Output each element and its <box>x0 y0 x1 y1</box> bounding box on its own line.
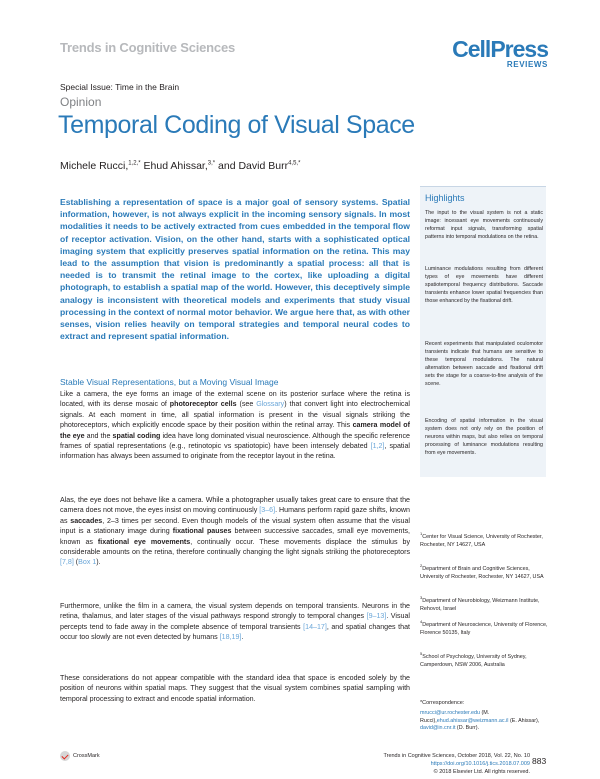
affiliation-number: 2 <box>420 563 423 568</box>
citation-link[interactable]: [9–13] <box>366 612 387 621</box>
body-text-run: idea have long dominated visual neuroscience. Although the specific reference frames of spatial representations (e.g., retinotopic vs spatiotopic) have been intensely debated <box>60 431 410 451</box>
glossary-term: fixational eye movements <box>97 537 191 546</box>
highlight-item: Encoding of spatial information in the visual system does not only rely on the position of neurons within maps, but also relies on temporal processing of luminance modulations resulting from eye movements. <box>425 418 543 456</box>
email-link[interactable]: ehud.ahissar@weizmann.ac.il <box>436 717 509 724</box>
body-text-run: (see <box>236 400 257 409</box>
author-affiliation-sup: 4,5,* <box>288 160 301 167</box>
affiliation-text: School of Psychology, University of Sydney, Camperdown, NSW 2006, Australia <box>420 653 527 668</box>
email-link[interactable]: david@in.cnr.it <box>420 725 456 732</box>
body-paragraph <box>60 389 410 462</box>
citation-link[interactable]: Glossary <box>256 400 285 409</box>
body-text-run: Alas, the eye does not behave like a camera. While a photographer usually takes great care to ensure that the camera does not move, the eyes insist on moving continuously <box>60 496 410 515</box>
affiliation-number: 1 <box>420 531 423 536</box>
citation-link[interactable]: [1,2] <box>370 442 385 451</box>
body-text-run: . <box>241 633 244 642</box>
body-paragraph <box>60 495 410 568</box>
citation-link[interactable]: [3–6] <box>259 506 276 515</box>
affiliation-text: Department of Brain and Cognitive Sciences, University of Rochester, Rochester, NY 14627, USA <box>420 565 544 580</box>
affiliation-text: Department of Neuroscience, University of Florence, Florence 50135, Italy <box>420 621 548 636</box>
glossary-term: spatial coding <box>112 431 161 440</box>
body-text-run: and the <box>84 431 113 440</box>
body-text-run: , spatial information has always been assumed to originate from the receptor layout in the retina. <box>60 442 410 461</box>
body-text-run: . Humans perform rapid gaze shifts, known as <box>60 506 410 525</box>
citation-link[interactable]: Box 1 <box>78 558 97 567</box>
author-affiliation-sup: 3,* <box>207 160 216 167</box>
glossary-term: fixational pauses <box>172 527 232 536</box>
body-text-run: ) that convert light into electrochemical signals. At each moment in time, all spatial information is present in the visual signals striking the photoreceptors, which explicitly encode space by their position within the retinal array. This <box>60 400 410 430</box>
footer-copyright: © 2018 Elsevier Ltd. All rights reserved. <box>433 769 530 775</box>
affiliation-number: 4 <box>420 619 423 624</box>
correspondence-emails <box>420 710 550 733</box>
crossmark-badge[interactable] <box>60 751 100 761</box>
doi-link[interactable]: https://doi.org/10.1016/j.tics.2018.07.009 <box>430 761 530 767</box>
body-paragraph <box>60 601 410 643</box>
body-paragraph <box>60 673 410 704</box>
highlight-item: Recent experiments that manipulated oculomotor transients indicate that humans are sensitive to these temporal modulations. The natural alternation between saccade and fixational drift sets the stage for a coarse-to-fine analysis of the scene. <box>425 341 543 387</box>
highlights-title: Highlights <box>425 193 465 203</box>
correspondence-text: (D. Burr). <box>455 725 480 732</box>
affiliation-number: 3 <box>420 595 423 600</box>
author-name: Michele Rucci, <box>60 160 129 172</box>
cellpress-logo <box>448 36 548 69</box>
email-link[interactable]: mrucci@ur.rochester.edu <box>420 710 481 716</box>
article-title: Temporal Coding of Visual Space <box>58 111 415 139</box>
highlight-item: Luminance modulations resulting from different types of eye movements have different spatiotemporal frequency distributions. Saccade transients enhance lower spatial frequencies than those enhanced by the fixational drift. <box>425 266 543 304</box>
logo-reviews-text: REVIEWS <box>506 60 548 69</box>
page-number: 883 <box>532 756 547 766</box>
body-text-run: between successive saccades, small eye movements, known as <box>60 527 410 546</box>
glossary-term: photoreceptor cells <box>169 400 237 409</box>
correspondence-text: (E. Ahissar), <box>508 717 540 724</box>
body-text-run: , and spatial changes that occur too slowly are not even detected by humans <box>60 622 410 642</box>
affiliation <box>420 594 550 613</box>
body-text-run: ). <box>96 558 101 567</box>
author-name: and David Burr <box>218 160 289 172</box>
article-type: Opinion <box>60 95 102 109</box>
affiliation <box>420 530 550 549</box>
footer-doi[interactable] <box>230 761 530 767</box>
crossmark-icon <box>60 751 70 761</box>
citation-link[interactable]: [18,19] <box>219 633 242 642</box>
journal-name: Trends in Cognitive Sciences <box>60 40 236 55</box>
correspondence-title: *Correspondence: <box>420 700 465 706</box>
author-name: Ehud Ahissar, <box>143 160 208 172</box>
affiliation-text: Department of Neurobiology, Weizmann Institute, Rehovot, Israel <box>420 597 540 612</box>
logo-cellpress-text: CellPress <box>452 36 548 62</box>
author-affiliation-sup: 1,2,* <box>128 160 141 167</box>
correspondence-text: (M. Rucci), <box>420 710 490 724</box>
abstract: Establishing a representation of space is a major goal of sensory systems. Spatial information, however, is not always explicit in the incoming sensory signals. In most modalities it needs to be actively extracted from cues embedded in the temporal flow of receptor activation. Vision, on the other hand, starts with a sophisticated optical imaging system that explicitly preserves spatial information on the retina. This may lead to the assumption that vision is predominantly a spatial process: all that is needed is to transmit the retinal image to the cortex, like uploading a digital photograph, to establish a spatial map of the world. However, this deceptively simple analogy is inconsistent with theoretical models and experiments that study visual processing in the context of normal motor behavior. We argue here that, as with other senses, vision relies heavily on temporal strategies and temporal neural codes to extract and represent spatial information. <box>60 197 410 342</box>
affiliation <box>420 650 550 669</box>
body-text-run: , 2–3 times per second. Even though models of the visual system often assume that the visual input is a stationary image during <box>60 516 410 536</box>
body-text-run: . Visual percepts tend to fade away in the complete absence of temporal transients <box>60 612 410 631</box>
glossary-term: saccades <box>70 516 103 525</box>
glossary-term: camera model of the eye <box>60 421 410 440</box>
section-heading: Stable Visual Representations, but a Moving Visual Image <box>60 377 279 387</box>
highlight-item: The input to the visual system is not a static image: incessant eye movements continuously reformat input signals, transforming spatial patterns into temporal modulations on the retina. <box>425 210 543 240</box>
affiliation-number: 5 <box>420 651 423 656</box>
special-issue-label: Special Issue: Time in the Brain <box>60 82 180 92</box>
citation-link[interactable]: [14–17] <box>303 622 327 631</box>
footer-citation: Trends in Cognitive Sciences, October 2018, Vol. 22, No. 10 <box>383 753 530 759</box>
body-text-run: Furthermore, unlike the film in a camera, the visual system depends on temporal transients. Neurons in the retina, thalamus, and later stages of the visual pathways respond strongly to temporal changes <box>60 602 410 621</box>
body-text-run: These considerations do not appear compatible with the standard idea that space is encoded solely by the position of neurons within spatial maps. They suggest that the visual system combines spatial sampling with temporal processing to extract and encode spatial information. <box>60 674 410 703</box>
affiliation-text: Center for Visual Science, University of Rochester, Rochester, NY 14627, USA <box>420 533 543 548</box>
author-list <box>60 160 300 172</box>
body-text-run: , continually occur. These movements displace the stimulus by considerable amounts on the retina, therefore continually changing the light signals striking the photoreceptors <box>60 537 410 557</box>
crossmark-label: CrossMark <box>73 753 100 759</box>
body-text-run: ( <box>73 558 79 567</box>
citation-link[interactable]: [7,8] <box>60 558 74 567</box>
affiliation <box>420 562 550 581</box>
affiliation <box>420 618 550 637</box>
body-text-run: Like a camera, the eye forms an image of the external scene on its posterior surface where the retina is located, with its dense mosaic of <box>60 390 410 409</box>
